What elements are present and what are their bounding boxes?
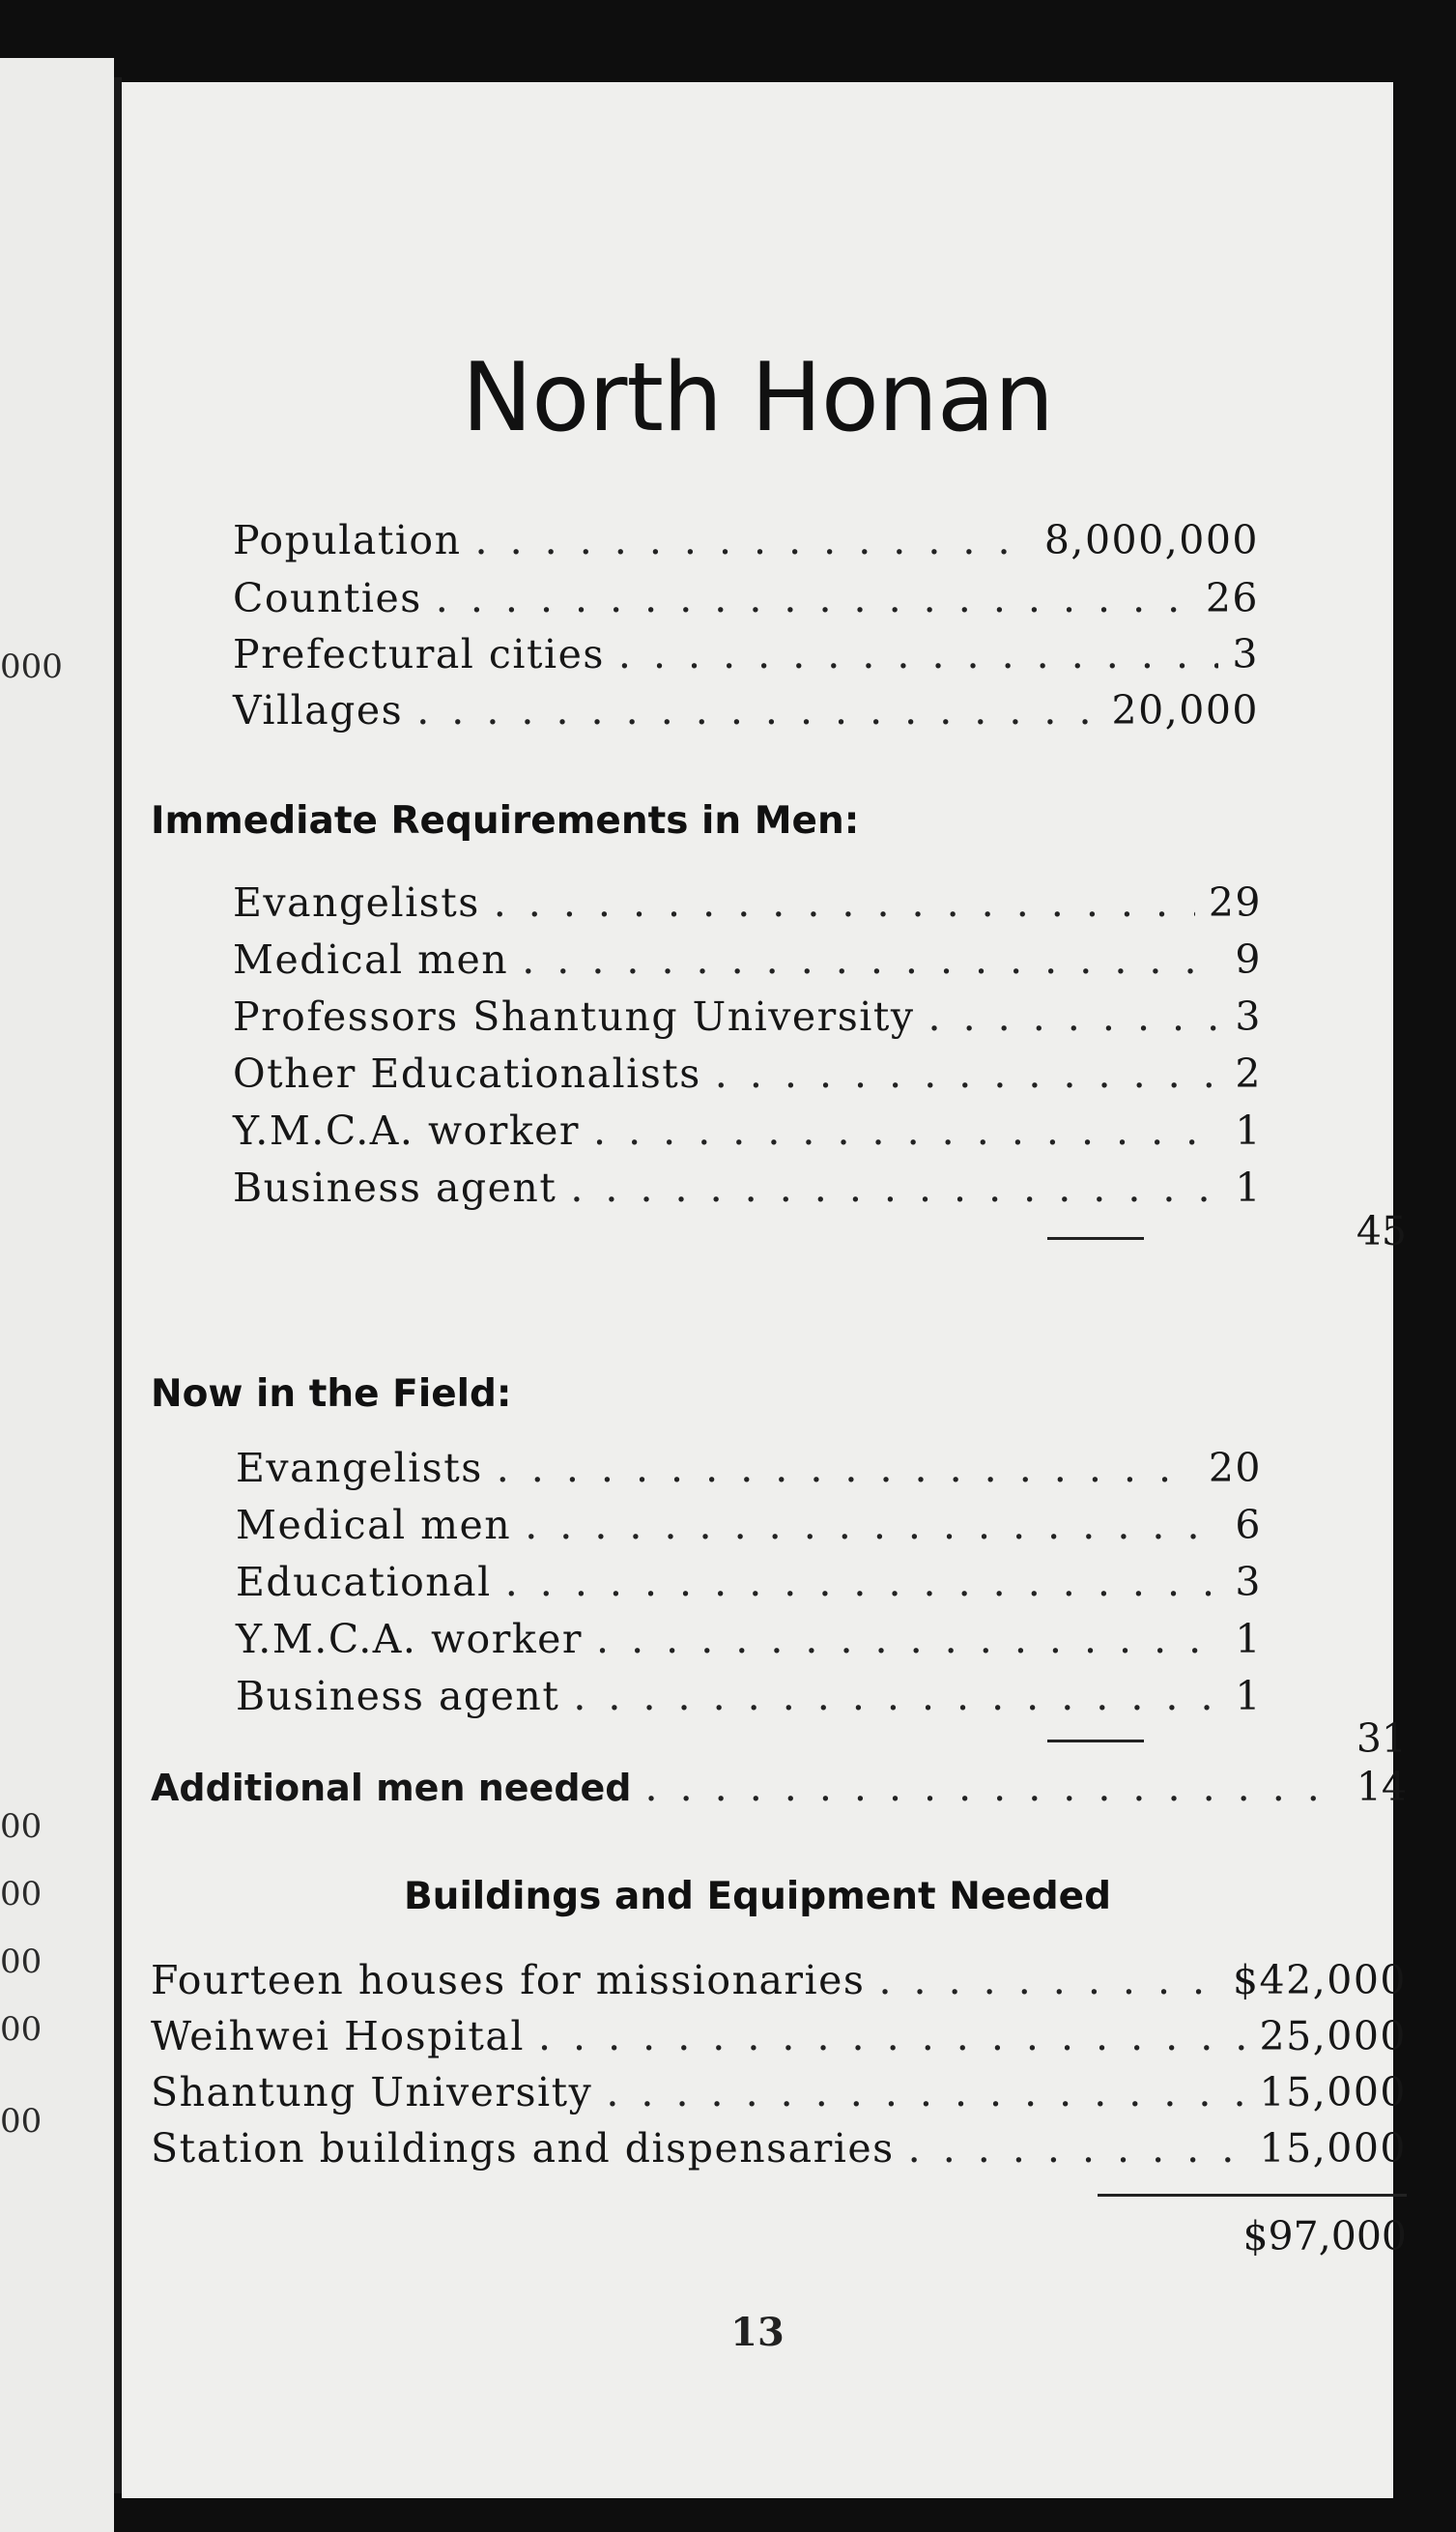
stat-value: 3 [1232, 631, 1259, 677]
left-page-fragment: 00 [0, 1807, 43, 1846]
building-label: Shantung University [151, 2069, 593, 2115]
field-value: 3 [1235, 1559, 1262, 1605]
field-label: Evangelists [236, 1445, 483, 1491]
building-row [151, 2013, 1407, 2059]
leader-dots [436, 575, 1192, 621]
left-page-fragment: 00 [0, 1942, 43, 1981]
leader-dots [596, 1616, 1221, 1662]
stat-label: Counties [233, 575, 422, 621]
stat-row [233, 517, 1259, 563]
additional-value: 14 [1356, 1764, 1407, 1810]
requirements-heading: Immediate Requirements in Men: [151, 799, 860, 843]
left-page-fragment: 00 [0, 2010, 43, 2049]
left-page-fragment: 000 [0, 647, 63, 686]
requirement-label: Medical men [233, 936, 509, 983]
building-value: 15,000 [1259, 2125, 1407, 2172]
left-facing-page [0, 58, 114, 2532]
stat-label: Population [233, 517, 462, 563]
requirement-value: 3 [1235, 993, 1262, 1040]
left-page-fragment: 00 [0, 2102, 43, 2141]
requirement-value: 29 [1208, 879, 1262, 926]
requirement-row [233, 993, 1262, 1040]
building-value: 25,000 [1259, 2013, 1407, 2059]
additional-label: Additional men needed [151, 1767, 632, 1809]
stat-value: 8,000,000 [1043, 517, 1259, 563]
requirement-value: 1 [1235, 1165, 1262, 1211]
stat-label: Villages [233, 687, 404, 734]
requirement-row [233, 1108, 1262, 1154]
requirement-label: Y.M.C.A. worker [233, 1108, 581, 1154]
field-value: 1 [1235, 1616, 1262, 1662]
building-label: Station buildings and dispensaries [151, 2125, 895, 2172]
document-page [122, 82, 1407, 2498]
field-label: Y.M.C.A. worker [236, 1616, 584, 1662]
requirement-label: Business agent [233, 1165, 557, 1211]
leader-dots [494, 879, 1195, 926]
requirement-row [233, 1050, 1262, 1097]
requirement-label: Other Educationalists [233, 1050, 701, 1097]
leader-dots [525, 1502, 1221, 1548]
stat-row [233, 687, 1259, 734]
requirement-row [233, 1165, 1262, 1211]
requirement-row [233, 879, 1262, 926]
book-gutter [114, 77, 122, 2493]
requirement-value: 2 [1235, 1050, 1262, 1097]
field-label: Educational [236, 1559, 492, 1605]
left-page-fragment: 00 [0, 1875, 43, 1913]
sum-rule [1098, 2194, 1407, 2197]
leader-dots [606, 2069, 1245, 2115]
page-title: North Honan [461, 343, 1054, 453]
stat-row [233, 575, 1259, 621]
sum-rule [1047, 1237, 1144, 1240]
stat-label: Prefectural cities [233, 631, 605, 677]
field-label: Medical men [236, 1502, 512, 1548]
building-row [151, 2069, 1407, 2115]
leader-dots [878, 1957, 1219, 2003]
leader-dots [570, 1165, 1221, 1211]
building-value: 15,000 [1259, 2069, 1407, 2115]
buildings-heading: Buildings and Equipment Needed [403, 1875, 1112, 1918]
field-value: 20 [1208, 1445, 1262, 1491]
in-field-total: 31 [1356, 1715, 1407, 1762]
leader-dots [618, 631, 1219, 677]
leader-dots [505, 1559, 1222, 1605]
building-row [151, 2125, 1407, 2172]
leader-dots [475, 517, 1031, 563]
leader-dots [908, 2125, 1246, 2172]
building-label: Weihwei Hospital [151, 2013, 525, 2059]
leader-dots [715, 1050, 1222, 1097]
requirement-label: Professors Shantung University [233, 993, 915, 1040]
sum-rule [1047, 1740, 1144, 1742]
building-label: Fourteen houses for missionaries [151, 1957, 866, 2003]
requirement-value: 1 [1235, 1108, 1262, 1154]
field-row [236, 1502, 1262, 1548]
field-row [236, 1616, 1262, 1662]
in-field-heading: Now in the Field: [151, 1372, 512, 1416]
field-row [236, 1559, 1262, 1605]
requirements-total: 45 [1356, 1208, 1407, 1254]
building-value: $42,000 [1232, 1957, 1407, 2003]
stat-value: 20,000 [1111, 687, 1259, 734]
leader-dots [522, 936, 1221, 983]
field-row [236, 1445, 1262, 1491]
field-label: Business agent [236, 1673, 560, 1719]
leader-dots [538, 2013, 1246, 2059]
requirement-value: 9 [1235, 936, 1262, 983]
field-value: 6 [1235, 1502, 1262, 1548]
field-row [236, 1673, 1262, 1719]
leader-dots [416, 687, 1098, 734]
buildings-total: $97,000 [1242, 2213, 1407, 2259]
field-value: 1 [1235, 1673, 1262, 1719]
page-number: 13 [730, 2310, 785, 2355]
leader-dots [593, 1108, 1221, 1154]
requirement-row [233, 936, 1262, 983]
stat-value: 26 [1205, 575, 1259, 621]
requirement-label: Evangelists [233, 879, 480, 926]
stat-row [233, 631, 1259, 677]
leader-dots [928, 993, 1222, 1040]
leader-dots [573, 1673, 1221, 1719]
leader-dots [497, 1445, 1195, 1491]
building-row [151, 1957, 1407, 2003]
